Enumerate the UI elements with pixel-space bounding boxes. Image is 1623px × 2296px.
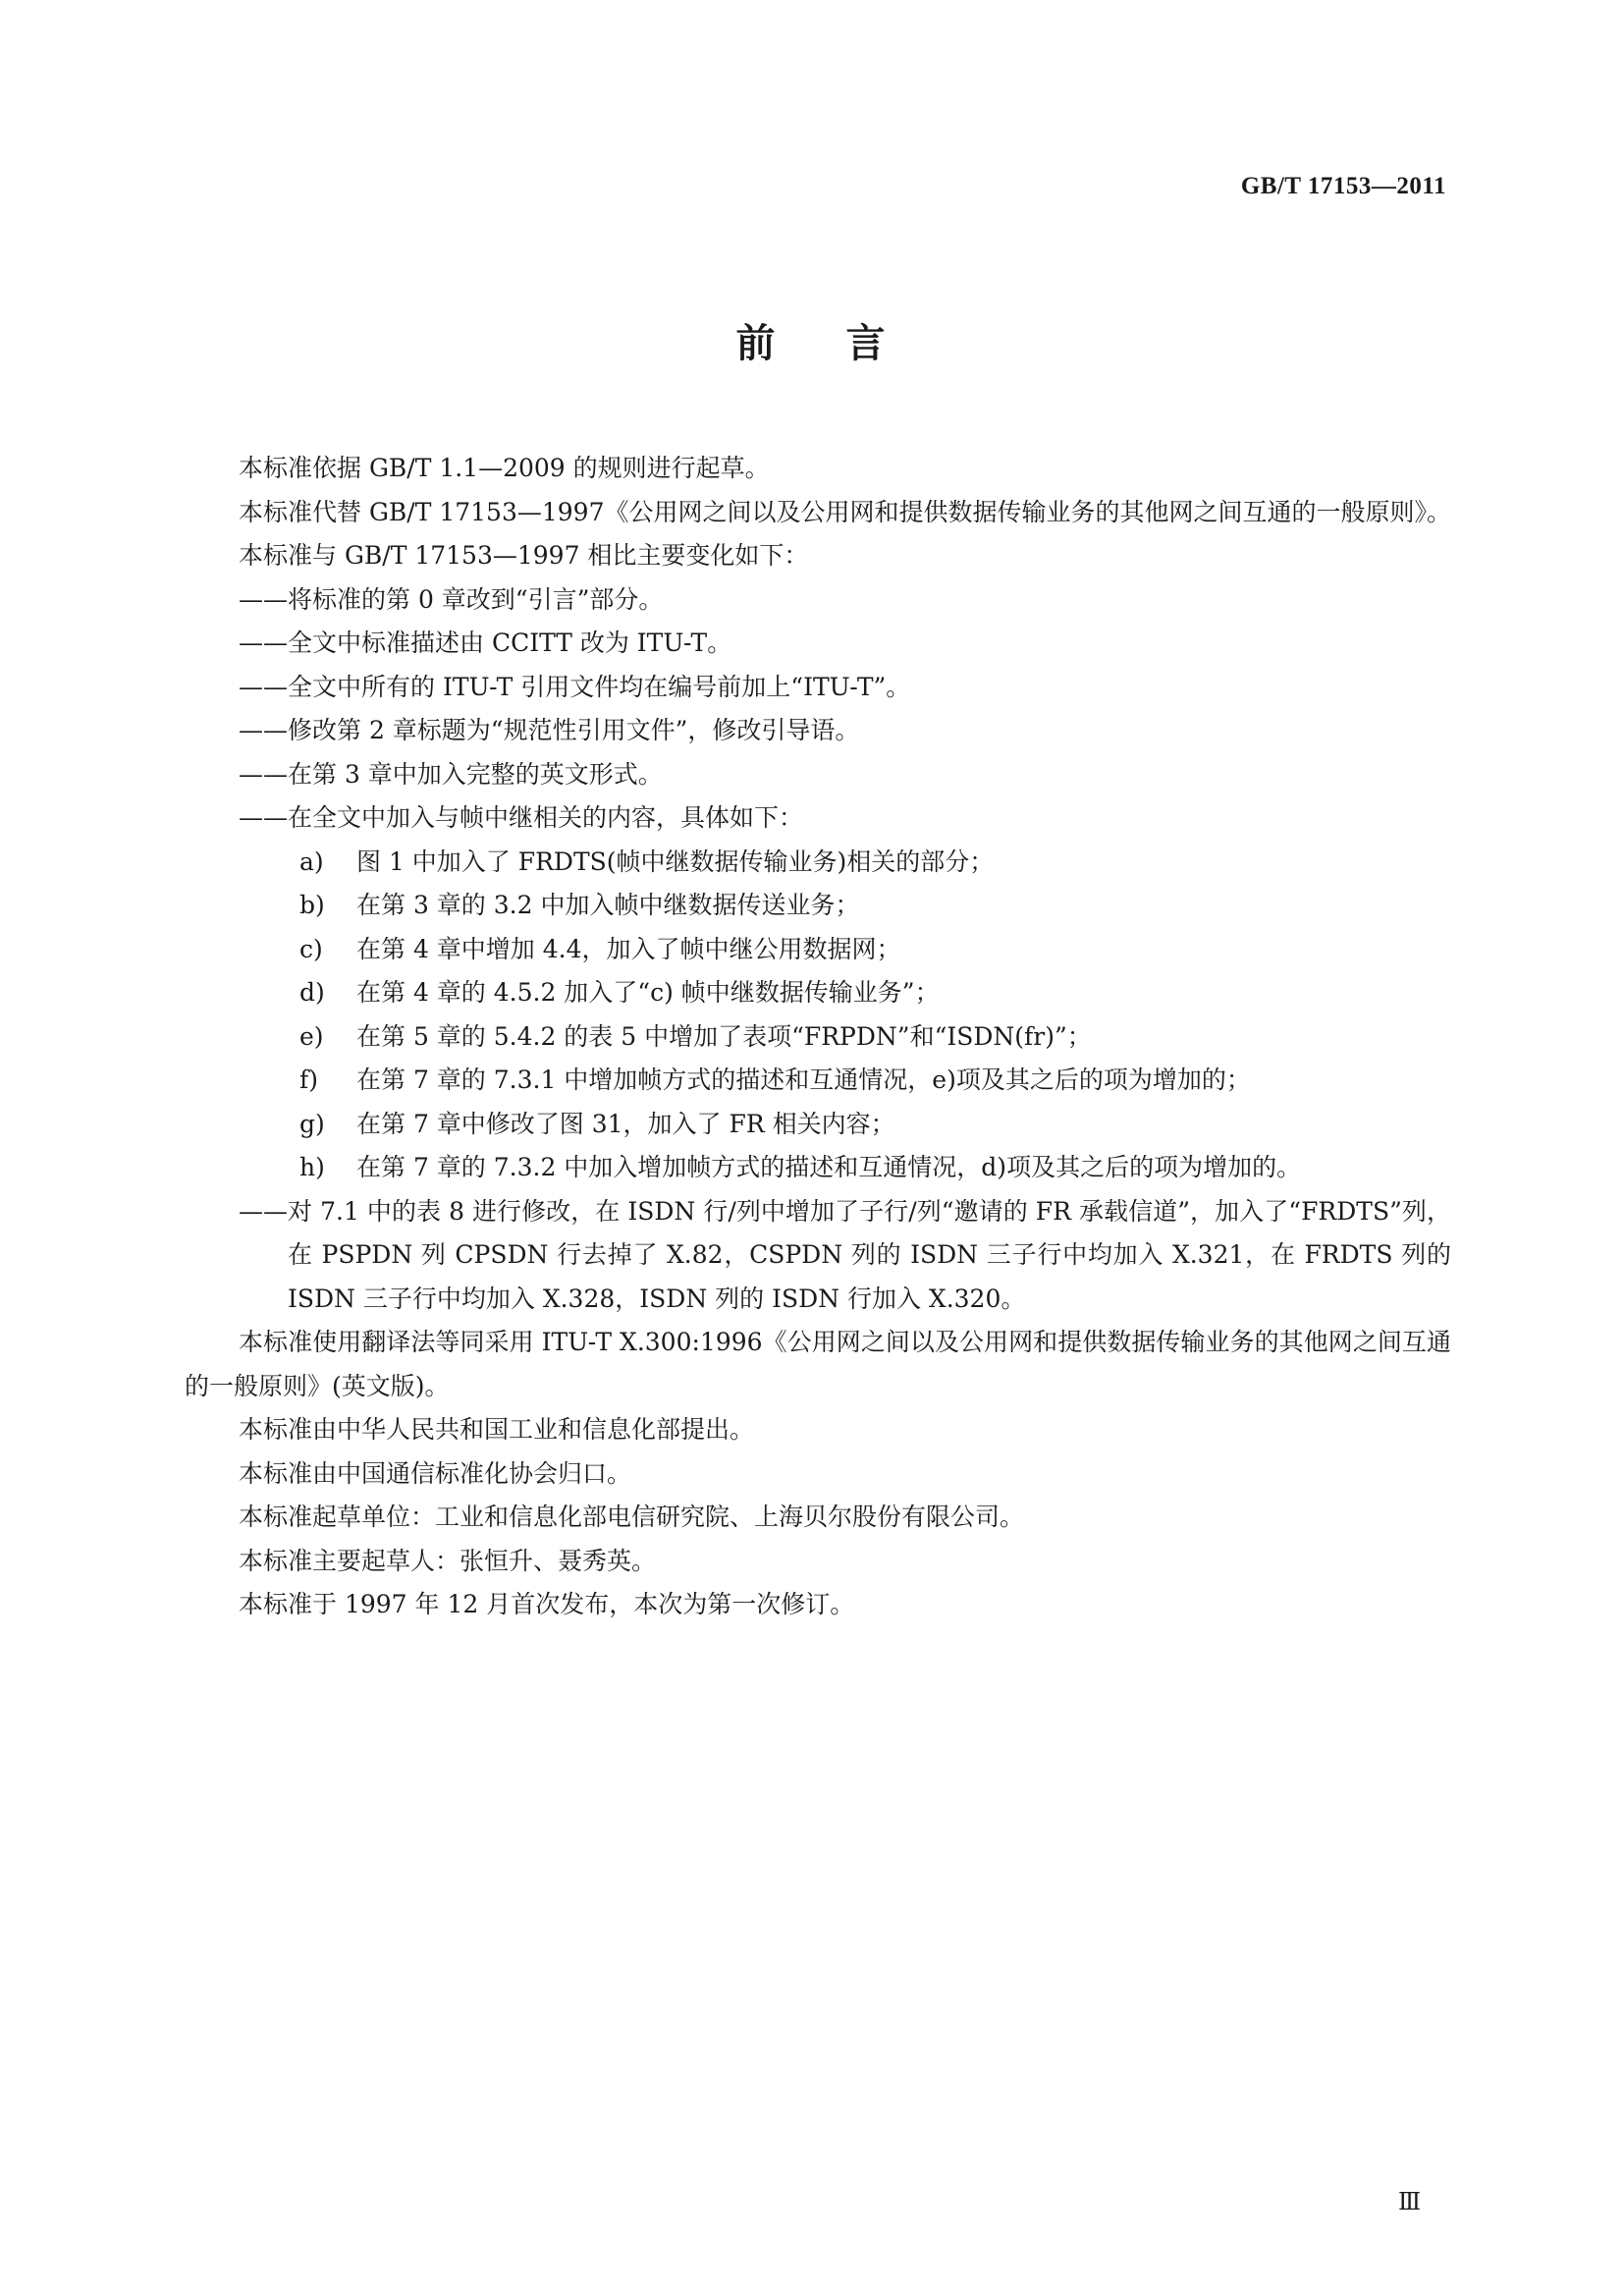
sub-list-text: 在第 4 章中增加 4.4，加入了帧中继公用数据网； (356, 934, 901, 963)
sub-list-item (185, 1015, 1451, 1060)
page-title (0, 312, 1623, 368)
sub-list-item (185, 841, 1451, 885)
sub-list-item (185, 928, 1451, 972)
sub-list-text: 在第 7 章的 7.3.1 中增加帧方式的描述和互通情况，e)项及其之后的项为增加的； (356, 1066, 1251, 1094)
sub-list-text: 在第 7 章的 7.3.2 中加入增加帧方式的描述和互通情况，d)项及其之后的项为增加的。 (356, 1153, 1302, 1181)
change-item: ——全文中所有的 ITU-T 引用文件均在编号前加上“ITU-T”。 (239, 672, 911, 701)
paragraph: 本标准于 1997 年 12 月首次发布，本次为第一次修订。 (239, 1590, 855, 1618)
title-char-2: 言 (845, 321, 888, 366)
paragraph: 本标准由中华人民共和国工业和信息化部提出。 (239, 1415, 755, 1444)
sub-list-text: 在第 5 章的 5.4.2 的表 5 中增加了表项“FRPDN”和“ISDN(fr)”； (356, 1021, 1092, 1051)
page-number: Ⅲ (1398, 2190, 1422, 2215)
sub-list-mark: g) (299, 1109, 325, 1138)
change-item: ——对 7.1 中的表 8 进行修改，在 ISDN 行/列中增加了子行/列“邀请的 FR 承载信道”，加入了“FRDTS”列，在 PSPDN 列 CPSDN 行去掉了 X.82，CSPDN 列的 ISDN 三子行中均加入 X.321，在 FRDTS 列的 ISDN 三子行中均加入 X.328，ISDN 列的 ISDN 行加入 X.320。 (239, 1196, 1451, 1313)
paragraph: 本标准与 GB/T 17153—1997 相比主要变化如下： (239, 541, 809, 570)
sub-list-mark: c) (299, 934, 323, 963)
title-char-1: 前 (735, 321, 778, 366)
sub-list-mark: b) (299, 891, 325, 919)
change-item: ——全文中标准描述由 CCITT 改为 ITU-T。 (239, 629, 732, 657)
paragraph: 本标准由中国通信标准化协会归口。 (239, 1458, 632, 1488)
sub-list-text: 在第 3 章的 3.2 中加入帧中继数据传送业务； (356, 891, 860, 919)
sub-list-item (185, 1103, 1451, 1147)
paragraph: 本标准依据 GB/T 1.1—2009 的规则进行起草。 (239, 454, 770, 482)
sub-list-mark: h) (299, 1153, 325, 1181)
paragraph: 本标准使用翻译法等同采用 ITU-T X.300:1996《公用网之间以及公用网和提供数据传输业务的其他网之间互通的一般原则》(英文版)。 (185, 1328, 1451, 1400)
change-item: ——修改第 2 章标题为“规范性引用文件”，修改引导语。 (239, 716, 860, 744)
paragraph: 本标准起草单位：工业和信息化部电信研究院、上海贝尔股份有限公司。 (239, 1503, 1025, 1531)
paragraph: 本标准代替 GB/T 17153—1997《公用网之间以及公用网和提供数据传输业务的其他网之间互通的一般原则》。 (239, 497, 1451, 526)
sub-list-item (185, 971, 1451, 1015)
sub-list-mark: e) (299, 1021, 324, 1051)
standard-number: GB/T 17153—2011 (1240, 173, 1446, 199)
sub-list-mark: a) (299, 847, 324, 876)
foreword-body (185, 447, 1451, 1627)
sub-list-item (185, 1146, 1451, 1190)
change-item: ——在第 3 章中加入完整的英文形式。 (239, 759, 663, 789)
sub-list-text: 在第 4 章的 4.5.2 加入了“c) 帧中继数据传输业务”； (356, 978, 940, 1007)
sub-list-text: 在第 7 章中修改了图 31，加入了 FR 相关内容； (356, 1109, 895, 1138)
sub-list-item (185, 1059, 1451, 1103)
sub-list-text: 图 1 中加入了 FRDTS(帧中继数据传输业务)相关的部分； (356, 847, 995, 876)
change-item: ——将标准的第 0 章改到“引言”部分。 (239, 584, 664, 614)
sub-list-mark: f) (299, 1066, 319, 1094)
sub-list-item (185, 884, 1451, 928)
change-item: ——在全文中加入与帧中继相关的内容，具体如下： (239, 803, 804, 832)
sub-list-mark: d) (299, 978, 325, 1007)
paragraph: 本标准主要起草人：张恒升、聂秀英。 (239, 1546, 657, 1575)
